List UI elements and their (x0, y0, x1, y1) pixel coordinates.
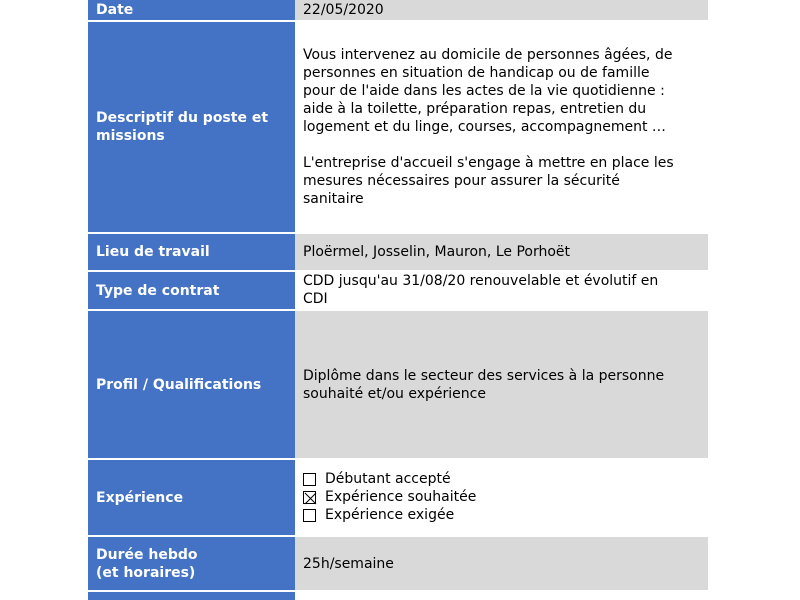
row-lieu (88, 234, 708, 270)
checkbox-souhaitee[interactable] (303, 491, 316, 504)
value-duree (295, 537, 708, 590)
profil-line1: Diplôme dans le secteur des services à la personne (303, 367, 665, 384)
descriptif-p2-line: mesures nécessaires pour assurer la sécurité (303, 173, 620, 189)
descriptif-p2-line: L'entreprise d'accueil s'engage à mettre en place les (303, 155, 674, 171)
label-date (88, 0, 295, 20)
label-duree-line2: (et horaires) (96, 564, 196, 581)
duree-value: 25h/semaine (303, 555, 394, 572)
date-value: 22/05/2020 (303, 2, 384, 18)
label-experience (88, 460, 295, 535)
value-descriptif (295, 22, 708, 232)
label-profil-text: Profil / Qualifications (96, 376, 262, 393)
checkbox-exigee[interactable] (303, 509, 316, 522)
label-descriptif-line1: Descriptif du poste et (96, 110, 269, 126)
label-lieu (88, 234, 295, 270)
descriptif-p1-line: pour de l'aide dans les actes de la vie quotidienne : (303, 83, 665, 99)
row-descriptif (88, 22, 708, 232)
row-experience (88, 460, 708, 535)
row-next-partial (88, 592, 708, 600)
experience-option-exigee[interactable] (303, 506, 708, 524)
label-contrat (88, 272, 295, 309)
contrat-line2: CDI (303, 291, 328, 307)
descriptif-p1-line: logement et du linge, courses, accompagnement … (303, 119, 666, 135)
label-descriptif (88, 22, 295, 232)
descriptif-p1-line: Vous intervenez au domicile de personnes âgées, de (303, 47, 673, 63)
label-duree-line1: Durée hebdo (96, 546, 198, 563)
value-lieu (295, 234, 708, 270)
label-descriptif-line2: missions (96, 128, 165, 144)
label-profil (88, 311, 295, 458)
experience-option-debutant[interactable] (303, 470, 708, 488)
label-experience-text: Expérience (96, 489, 184, 506)
checkbox-cross-icon (304, 492, 317, 505)
descriptif-p1-line: personnes en situation de handicap ou de famille (303, 65, 650, 81)
option-souhaitee-label: Expérience souhaitée (325, 489, 477, 505)
label-duree (88, 537, 295, 590)
row-contrat (88, 272, 708, 309)
descriptif-paragraph-2 (303, 154, 708, 208)
option-exigee-label: Expérience exigée (325, 507, 455, 523)
label-next-partial (88, 592, 295, 600)
row-profil (88, 311, 708, 458)
descriptif-paragraph-1 (303, 46, 708, 136)
value-date (295, 0, 708, 20)
descriptif-p1-line: aide à la toilette, préparation repas, entretien du (303, 101, 647, 117)
value-contrat (295, 272, 708, 309)
lieu-value: Ploërmel, Josselin, Mauron, Le Porhoët (303, 244, 571, 260)
label-date-text: Date (96, 2, 134, 18)
value-profil (295, 311, 708, 458)
row-duree (88, 537, 708, 590)
descriptif-p2-line: sanitaire (303, 191, 364, 207)
row-date (88, 0, 708, 20)
checkbox-debutant[interactable] (303, 473, 316, 486)
value-experience (295, 460, 708, 535)
experience-option-souhaitee[interactable] (303, 488, 708, 506)
label-contrat-text: Type de contrat (96, 282, 220, 299)
contrat-line1: CDD jusqu'au 31/08/20 renouvelable et évolutif en (303, 273, 659, 289)
option-debutant-label: Débutant accepté (325, 471, 451, 487)
label-lieu-text: Lieu de travail (96, 244, 210, 260)
profil-line2: souhaité et/ou expérience (303, 385, 486, 402)
